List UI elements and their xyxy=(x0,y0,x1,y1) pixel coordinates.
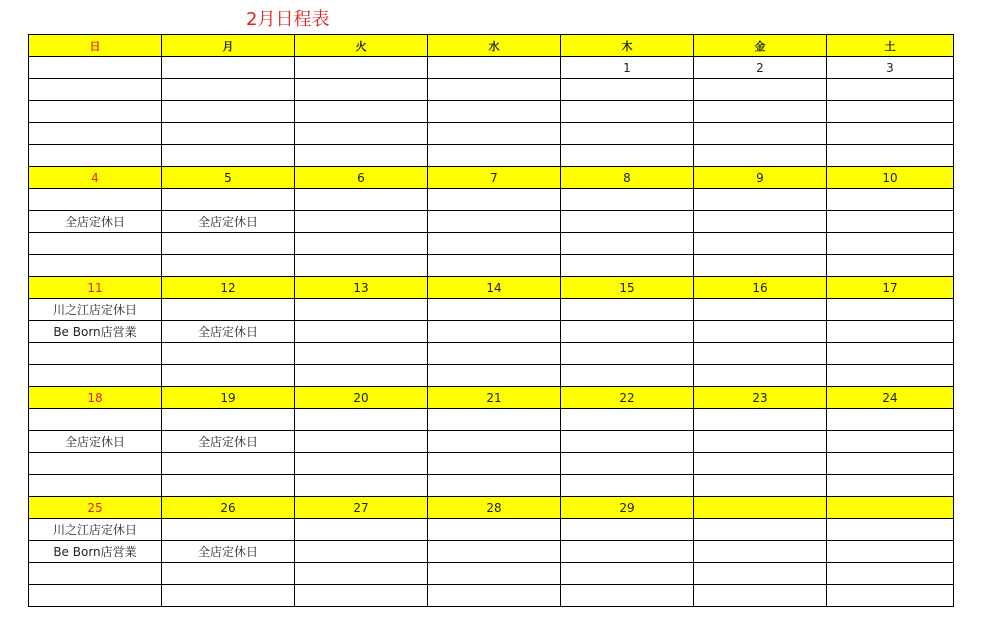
note-cell[interactable] xyxy=(694,409,827,431)
note-row xyxy=(29,79,954,101)
note-cell[interactable] xyxy=(295,321,428,343)
note-cell[interactable] xyxy=(162,343,295,365)
date-cell[interactable]: 27 xyxy=(295,497,428,519)
date-cell[interactable] xyxy=(827,497,954,519)
weekday-thu: 木 xyxy=(561,35,694,57)
note-cell[interactable] xyxy=(827,453,954,475)
note-cell[interactable] xyxy=(694,79,827,101)
note-cell[interactable] xyxy=(162,233,295,255)
date-cell[interactable]: 26 xyxy=(162,497,295,519)
note-cell[interactable] xyxy=(694,321,827,343)
note-cell[interactable] xyxy=(428,563,561,585)
date-cell[interactable]: 9 xyxy=(694,167,827,189)
beborn-open-note[interactable]: Be Born店営業 xyxy=(29,321,162,343)
closed-all-note[interactable]: 全店定休日 xyxy=(162,321,295,343)
note-cell[interactable] xyxy=(694,255,827,277)
note-row xyxy=(29,343,954,365)
note-cell[interactable] xyxy=(29,101,162,123)
note-cell[interactable] xyxy=(162,563,295,585)
note-cell[interactable] xyxy=(428,189,561,211)
closed-all-note[interactable]: 全店定休日 xyxy=(162,541,295,563)
date-cell[interactable]: 2 xyxy=(694,57,827,79)
note-cell[interactable] xyxy=(561,453,694,475)
note-cell[interactable] xyxy=(694,519,827,541)
weekday-sun: 日 xyxy=(29,35,162,57)
note-cell[interactable] xyxy=(295,365,428,387)
note-cell[interactable] xyxy=(694,233,827,255)
note-cell[interactable] xyxy=(29,255,162,277)
note-cell[interactable] xyxy=(694,431,827,453)
note-cell[interactable] xyxy=(561,79,694,101)
date-cell[interactable]: 25 xyxy=(29,497,162,519)
note-cell[interactable] xyxy=(29,343,162,365)
note-cell[interactable] xyxy=(694,189,827,211)
note-cell[interactable] xyxy=(561,409,694,431)
weekday-sat: 土 xyxy=(827,35,954,57)
date-cell[interactable]: 29 xyxy=(561,497,694,519)
note-cell[interactable] xyxy=(428,365,561,387)
note-cell[interactable] xyxy=(162,189,295,211)
note-cell[interactable] xyxy=(295,189,428,211)
note-cell[interactable] xyxy=(694,299,827,321)
note-cell[interactable] xyxy=(561,585,694,607)
date-cell[interactable]: 12 xyxy=(162,277,295,299)
note-cell[interactable] xyxy=(827,233,954,255)
note-row xyxy=(29,255,954,277)
note-cell[interactable] xyxy=(827,475,954,497)
note-row xyxy=(29,431,954,453)
note-cell[interactable] xyxy=(428,453,561,475)
note-cell[interactable] xyxy=(428,541,561,563)
note-cell[interactable] xyxy=(162,453,295,475)
date-cell[interactable]: 20 xyxy=(295,387,428,409)
note-cell[interactable] xyxy=(827,431,954,453)
note-cell[interactable] xyxy=(428,101,561,123)
date-cell[interactable] xyxy=(162,57,295,79)
note-row xyxy=(29,541,954,563)
note-row xyxy=(29,585,954,607)
note-cell[interactable] xyxy=(295,255,428,277)
note-cell[interactable] xyxy=(694,475,827,497)
note-cell[interactable] xyxy=(694,123,827,145)
note-cell[interactable] xyxy=(827,145,954,167)
note-cell[interactable] xyxy=(827,101,954,123)
date-cell[interactable]: 14 xyxy=(428,277,561,299)
note-cell[interactable] xyxy=(561,101,694,123)
note-cell[interactable] xyxy=(162,365,295,387)
closed-kawanoe-note[interactable]: 川之江店定休日 xyxy=(29,299,162,321)
week1-date-row xyxy=(29,57,954,79)
note-row xyxy=(29,365,954,387)
note-cell[interactable] xyxy=(295,563,428,585)
note-row xyxy=(29,145,954,167)
date-cell[interactable]: 15 xyxy=(561,277,694,299)
note-cell[interactable] xyxy=(295,409,428,431)
note-row xyxy=(29,409,954,431)
note-cell[interactable] xyxy=(29,79,162,101)
note-cell[interactable] xyxy=(827,343,954,365)
note-cell[interactable] xyxy=(428,123,561,145)
note-cell[interactable] xyxy=(561,541,694,563)
note-cell[interactable] xyxy=(561,365,694,387)
note-cell[interactable] xyxy=(29,563,162,585)
note-cell[interactable] xyxy=(29,189,162,211)
date-cell[interactable]: 17 xyxy=(827,277,954,299)
note-cell[interactable] xyxy=(428,585,561,607)
note-cell[interactable] xyxy=(827,189,954,211)
date-cell[interactable]: 23 xyxy=(694,387,827,409)
note-cell[interactable] xyxy=(162,255,295,277)
note-cell[interactable] xyxy=(29,365,162,387)
note-cell[interactable] xyxy=(827,123,954,145)
note-cell[interactable] xyxy=(561,189,694,211)
date-cell[interactable]: 24 xyxy=(827,387,954,409)
note-cell[interactable] xyxy=(428,211,561,233)
date-cell[interactable]: 6 xyxy=(295,167,428,189)
note-cell[interactable] xyxy=(827,563,954,585)
weekday-tue: 火 xyxy=(295,35,428,57)
note-row xyxy=(29,211,954,233)
note-cell[interactable] xyxy=(561,233,694,255)
note-cell[interactable] xyxy=(295,299,428,321)
date-cell[interactable]: 19 xyxy=(162,387,295,409)
weekday-wed: 水 xyxy=(428,35,561,57)
note-cell[interactable] xyxy=(295,343,428,365)
date-cell[interactable]: 8 xyxy=(561,167,694,189)
note-cell[interactable] xyxy=(29,475,162,497)
note-cell[interactable] xyxy=(162,409,295,431)
note-cell[interactable] xyxy=(694,365,827,387)
note-cell[interactable] xyxy=(162,585,295,607)
date-cell[interactable]: 28 xyxy=(428,497,561,519)
note-row xyxy=(29,321,954,343)
closed-all-note[interactable]: 全店定休日 xyxy=(29,431,162,453)
note-cell[interactable] xyxy=(162,101,295,123)
note-cell[interactable] xyxy=(428,409,561,431)
closed-kawanoe-note[interactable]: 川之江店定休日 xyxy=(29,519,162,541)
note-row xyxy=(29,519,954,541)
week5-date-row xyxy=(29,497,954,519)
note-cell[interactable] xyxy=(295,101,428,123)
beborn-open-note[interactable]: Be Born店営業 xyxy=(29,541,162,563)
weekday-header-row xyxy=(29,35,954,57)
note-cell[interactable] xyxy=(428,519,561,541)
note-cell[interactable] xyxy=(561,519,694,541)
note-cell[interactable] xyxy=(827,321,954,343)
note-cell[interactable] xyxy=(295,585,428,607)
note-row xyxy=(29,123,954,145)
note-cell[interactable] xyxy=(295,79,428,101)
note-cell[interactable] xyxy=(295,453,428,475)
calendar-grid xyxy=(28,34,954,607)
date-cell[interactable]: 11 xyxy=(29,277,162,299)
date-cell[interactable] xyxy=(295,57,428,79)
note-cell[interactable] xyxy=(561,563,694,585)
date-cell[interactable] xyxy=(428,57,561,79)
weekday-fri: 金 xyxy=(694,35,827,57)
note-cell[interactable] xyxy=(561,475,694,497)
note-cell[interactable] xyxy=(29,409,162,431)
note-cell[interactable] xyxy=(295,541,428,563)
note-cell[interactable] xyxy=(694,453,827,475)
note-cell[interactable] xyxy=(561,431,694,453)
note-cell[interactable] xyxy=(428,343,561,365)
note-cell[interactable] xyxy=(694,211,827,233)
note-cell[interactable] xyxy=(694,563,827,585)
note-cell[interactable] xyxy=(29,123,162,145)
closed-all-note[interactable]: 全店定休日 xyxy=(162,431,295,453)
note-cell[interactable] xyxy=(428,233,561,255)
note-cell[interactable] xyxy=(428,321,561,343)
week3-date-row xyxy=(29,277,954,299)
date-cell[interactable]: 21 xyxy=(428,387,561,409)
note-cell[interactable] xyxy=(827,211,954,233)
note-cell[interactable] xyxy=(561,343,694,365)
date-cell[interactable] xyxy=(694,497,827,519)
note-cell[interactable] xyxy=(428,431,561,453)
note-cell[interactable] xyxy=(694,101,827,123)
note-cell[interactable] xyxy=(827,541,954,563)
note-cell[interactable] xyxy=(162,519,295,541)
note-cell[interactable] xyxy=(428,299,561,321)
note-cell[interactable] xyxy=(295,145,428,167)
note-cell[interactable] xyxy=(694,343,827,365)
note-cell[interactable] xyxy=(827,79,954,101)
date-cell[interactable]: 10 xyxy=(827,167,954,189)
date-cell[interactable]: 5 xyxy=(162,167,295,189)
note-cell[interactable] xyxy=(295,475,428,497)
note-cell[interactable] xyxy=(295,431,428,453)
note-cell[interactable] xyxy=(694,541,827,563)
note-cell[interactable] xyxy=(428,79,561,101)
week2-date-row xyxy=(29,167,954,189)
week4-date-row xyxy=(29,387,954,409)
date-cell[interactable]: 1 xyxy=(561,57,694,79)
note-cell[interactable] xyxy=(29,453,162,475)
note-cell[interactable] xyxy=(295,519,428,541)
note-row xyxy=(29,299,954,321)
note-row xyxy=(29,101,954,123)
page-title: 2月日程表 xyxy=(246,9,330,30)
note-cell[interactable] xyxy=(162,123,295,145)
date-cell[interactable] xyxy=(29,57,162,79)
note-cell[interactable] xyxy=(295,123,428,145)
note-cell[interactable] xyxy=(162,475,295,497)
note-cell[interactable] xyxy=(561,211,694,233)
note-cell[interactable] xyxy=(29,585,162,607)
weekday-mon: 月 xyxy=(162,35,295,57)
note-cell[interactable] xyxy=(827,255,954,277)
note-cell[interactable] xyxy=(561,123,694,145)
note-row xyxy=(29,563,954,585)
note-cell[interactable] xyxy=(561,299,694,321)
closed-all-note[interactable]: 全店定休日 xyxy=(29,211,162,233)
note-cell[interactable] xyxy=(827,519,954,541)
note-cell[interactable] xyxy=(827,585,954,607)
note-cell[interactable] xyxy=(428,475,561,497)
date-cell[interactable]: 3 xyxy=(827,57,954,79)
date-cell[interactable]: 18 xyxy=(29,387,162,409)
note-row xyxy=(29,475,954,497)
note-cell[interactable] xyxy=(561,145,694,167)
note-cell[interactable] xyxy=(29,145,162,167)
date-cell[interactable]: 4 xyxy=(29,167,162,189)
note-row xyxy=(29,189,954,211)
closed-all-note[interactable]: 全店定休日 xyxy=(162,211,295,233)
note-cell[interactable] xyxy=(162,145,295,167)
note-cell[interactable] xyxy=(295,211,428,233)
note-cell[interactable] xyxy=(827,409,954,431)
note-row xyxy=(29,233,954,255)
note-cell[interactable] xyxy=(428,145,561,167)
note-cell[interactable] xyxy=(295,233,428,255)
note-cell[interactable] xyxy=(694,145,827,167)
note-cell[interactable] xyxy=(428,255,561,277)
note-cell[interactable] xyxy=(162,79,295,101)
note-cell[interactable] xyxy=(29,233,162,255)
date-cell[interactable]: 13 xyxy=(295,277,428,299)
note-row xyxy=(29,453,954,475)
date-cell[interactable]: 22 xyxy=(561,387,694,409)
date-cell[interactable]: 16 xyxy=(694,277,827,299)
note-cell[interactable] xyxy=(827,365,954,387)
note-cell[interactable] xyxy=(827,299,954,321)
date-cell[interactable]: 7 xyxy=(428,167,561,189)
note-cell[interactable] xyxy=(694,585,827,607)
note-cell[interactable] xyxy=(561,255,694,277)
note-cell[interactable] xyxy=(561,321,694,343)
note-cell[interactable] xyxy=(162,299,295,321)
